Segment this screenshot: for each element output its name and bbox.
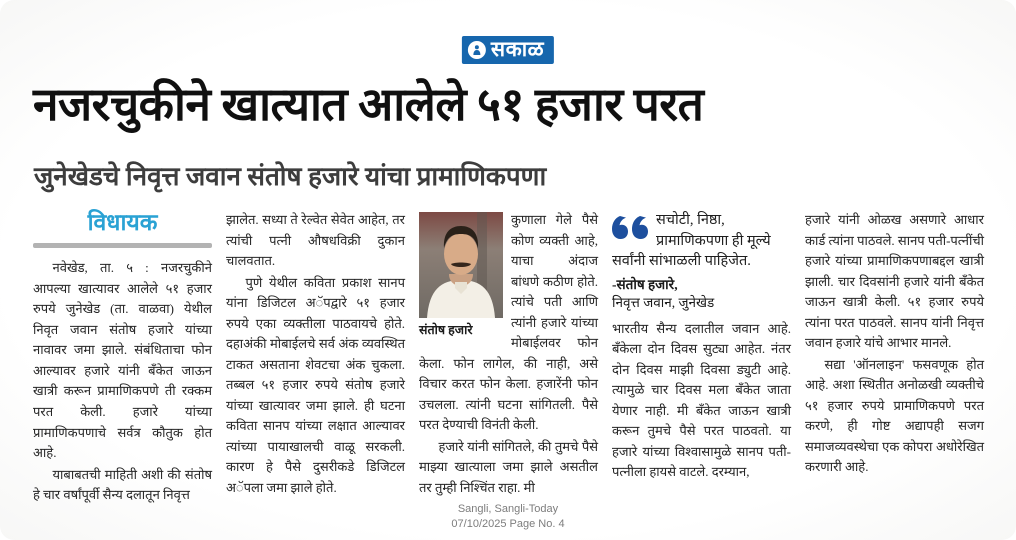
pull-quote [612,210,791,311]
paragraph: हजारे यांनी ओळख असणारे आधार कार्ड त्यांना पाठवले. सानप पती-पत्नींची हजारे यांच्या प्रामाणिकपणाबद्दल खात्री झाली. चार दिवसांनी हजारे यांनी बँकेत जाऊन खात्री केली. ५१ हजार रुपये त्यांना परत पाठवले. सानप यांनी निवृत्त जवान हजारे यांचे आभार मानले. [805,212,984,351]
quote-text: सचोटी, निष्ठा, प्रामाणिकपणा ही मूल्ये सर्वांनी सांभाळली पाहिजेत. [612,212,771,270]
quote-attribution-role: निवृत्त जवान, जुनेखेड [612,294,715,310]
section-label: विधायक [87,210,158,235]
section-divider [33,243,212,248]
paragraph: सद्या 'ऑनलाइन' फसवणूक होत आहे. अशा स्थितीत अनोळखी व्यक्तीचे ५१ हजार रुपये प्रामाणिकपणे परत करणे, ही गोष्ट अद्यापही सजग समाजव्यवस्थेचा एक कोपरा अधोरेखित करणारी आहे. [805,356,984,475]
paragraph: भारतीय सैन्य दलातील जवान आहे. बँकेला दोन दिवस सुट्या आहेत. नंतर दोन दिवस माझी दिवसा ड्युटी आहे. त्यामुळे चार दिवस मला बँकेत जाता येणार नाही. मी बँकेत जाऊन खात्री करून तुमचे पैसे परत पाठवतो. या हजारे यांच्या विश्वासामुळे सानप पती-पत्नीला हायसे वाटले. दरम्यान, [612,320,791,480]
article-column-3 [419,210,598,500]
page-footer [0,502,1016,532]
photo-caption: संतोष हजारे [419,323,473,337]
quote-attribution: -संतोष हजारे, [612,276,678,292]
paragraph: हजारे यांनी सांगितले, की तुमचे पैसे माझ्या खात्याला जमा झाले असतील तर तुम्ही निश्चिंत राहा. मी [419,438,598,495]
newspaper-name: सकाळ [490,37,545,61]
article-body [33,210,984,503]
sub-headline: जुनेखेडचे निवृत्त जवान संतोष हजारे यांचा प्रामाणिकपणा [34,162,547,191]
paragraph: पुणे येथील कविता प्रकाश सानप यांना डिजिटल अॅपद्वारे ५१ हजार रुपये एका व्यक्तीला पाठवायचे होते. दहाअंकी मोबाईलचे सर्व अंक व्यवस्थित टाकत असताना शेवटचा अंक चुकला. तब्बल ५१ हजार रुपये संतोष हजारे यांच्या खात्यावर जमा झाले. ही घटना कविता सानप यांच्या लक्षात आल्यावर त्यांच्या पायाखालची वाळू सरकली. कारण हे पैसे दुसरीकडे डिजिटल अॅपला जमा झाले होते. [226,274,405,495]
paragraph: झालेत. सध्या ते रेल्वेत सेवेत आहेत, तर त्यांची पत्नी औषधविक्री दुकान चालवतात. [226,212,405,269]
sakal-masthead-logo [462,36,554,64]
article-column-2 [226,210,405,500]
article-column-1 [33,210,212,503]
footer-edition: Sangli, Sangli-Today [457,503,559,516]
quote-icon [612,214,650,240]
section-header [33,210,212,248]
paragraph: याबाबतची माहिती अशी की संतोष हे चार वर्षांपूर्वी सैन्य दलातून निवृत्त [33,466,212,503]
main-headline: नजरचुकीने खात्यात आलेले ५१ हजार परत [33,79,704,130]
photo-with-caption [419,212,503,338]
portrait-photo [419,212,503,318]
paragraph: कुणाला गेले पैसे कोण व्यक्ती आहे, याचा अंदाज बांधणे कठीण होते. त्यांचे पती आणि त्यांनी हजारे यांच्या मोबाईलवर फोन केला. फोन लागेल, की नाही, असे विचार करत फोन केला. हजारेंनी फोन उचलला. त्यांनी घटना सांगितली. पैसे परत देण्याची विनंती केली. [419,212,598,433]
sakal-emblem-icon [468,41,486,59]
footer-date-page: 07/10/2025 Page No. 4 [451,518,565,531]
article-column-4 [612,210,791,500]
article-column-5 [805,210,984,500]
paragraph: नवेखेड, ता. ५ : नजरचुकीने आपल्या खात्यावर आलेले ५१ हजार रुपये जुनेखेड (ता. वाळवा) येथील निवृत जवान संतोष हजारे यांच्या नावावर जमा झाले. संबंधिताचा फोन आल्यावर हजारे यांनी बँकेत जाऊन खात्री करून प्रामाणिकपणे ती रक्कम परत केली. हजारे यांच्या प्रामाणिकपणाचे सर्वत्र कौतुक होत आहे. [33,260,212,461]
